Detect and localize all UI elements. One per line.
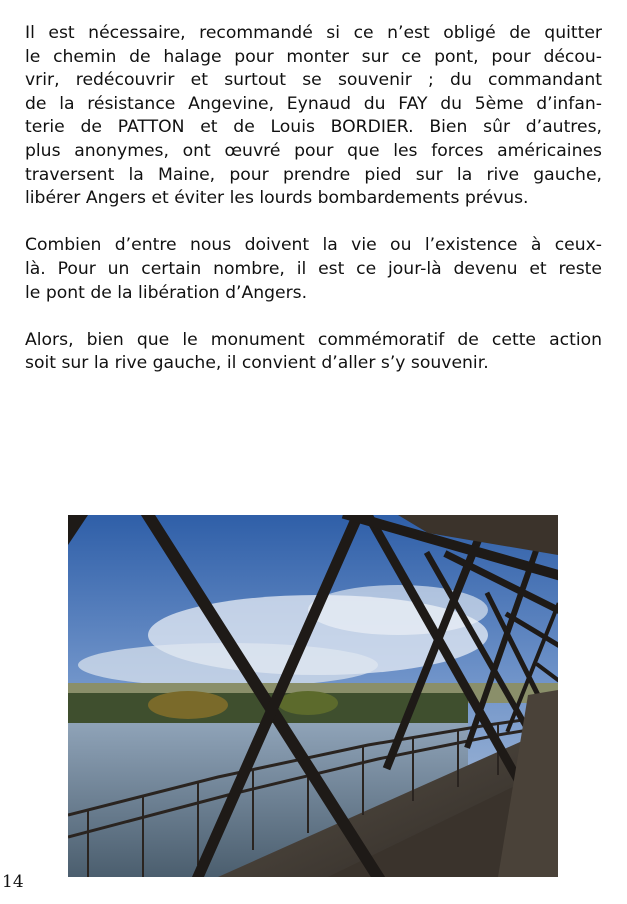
page-number: 14 (2, 872, 24, 892)
body-text (25, 22, 602, 400)
text-line: vrir, redécouvrir et surtout se souvenir ; du commandant (25, 70, 602, 91)
text-line: Combien d’entre nous doivent la vie ou l’existence à ceux- (25, 235, 602, 256)
text-line: Alors, bien que le monument commémoratif de cette action (25, 329, 602, 350)
text-line: de la résistance Angevine, Eynaud du FAY du 5ème d’infan- (25, 93, 602, 114)
bridge-photo-illustration (68, 515, 558, 877)
paragraph-2 (25, 234, 602, 305)
text-line: le pont de la libération d’Angers. (25, 282, 308, 303)
text-line: terie de PATTON et de Louis BORDIER. Bien sûr d’autres, (25, 117, 602, 138)
bridge-photo (68, 515, 558, 877)
text-line: plus anonymes, ont œuvré pour que les forces américaines (25, 140, 602, 161)
paragraph-3 (25, 329, 602, 376)
text-line: libérer Angers et éviter les lourds bombardements prévus. (25, 188, 529, 209)
text-line: Il est nécessaire, recommandé si ce n’est obligé de quitter (25, 23, 602, 43)
text-line: le chemin de halage pour monter sur ce pont, pour décou- (25, 46, 602, 67)
text-line: là. Pour un certain nombre, il est ce jour-là devenu et reste (25, 258, 602, 279)
paragraph-1 (25, 22, 602, 211)
text-line: traversent la Maine, pour prendre pied sur la rive gauche, (25, 164, 602, 185)
text-line: soit sur la rive gauche, il convient d’aller s’y souvenir. (25, 353, 489, 374)
